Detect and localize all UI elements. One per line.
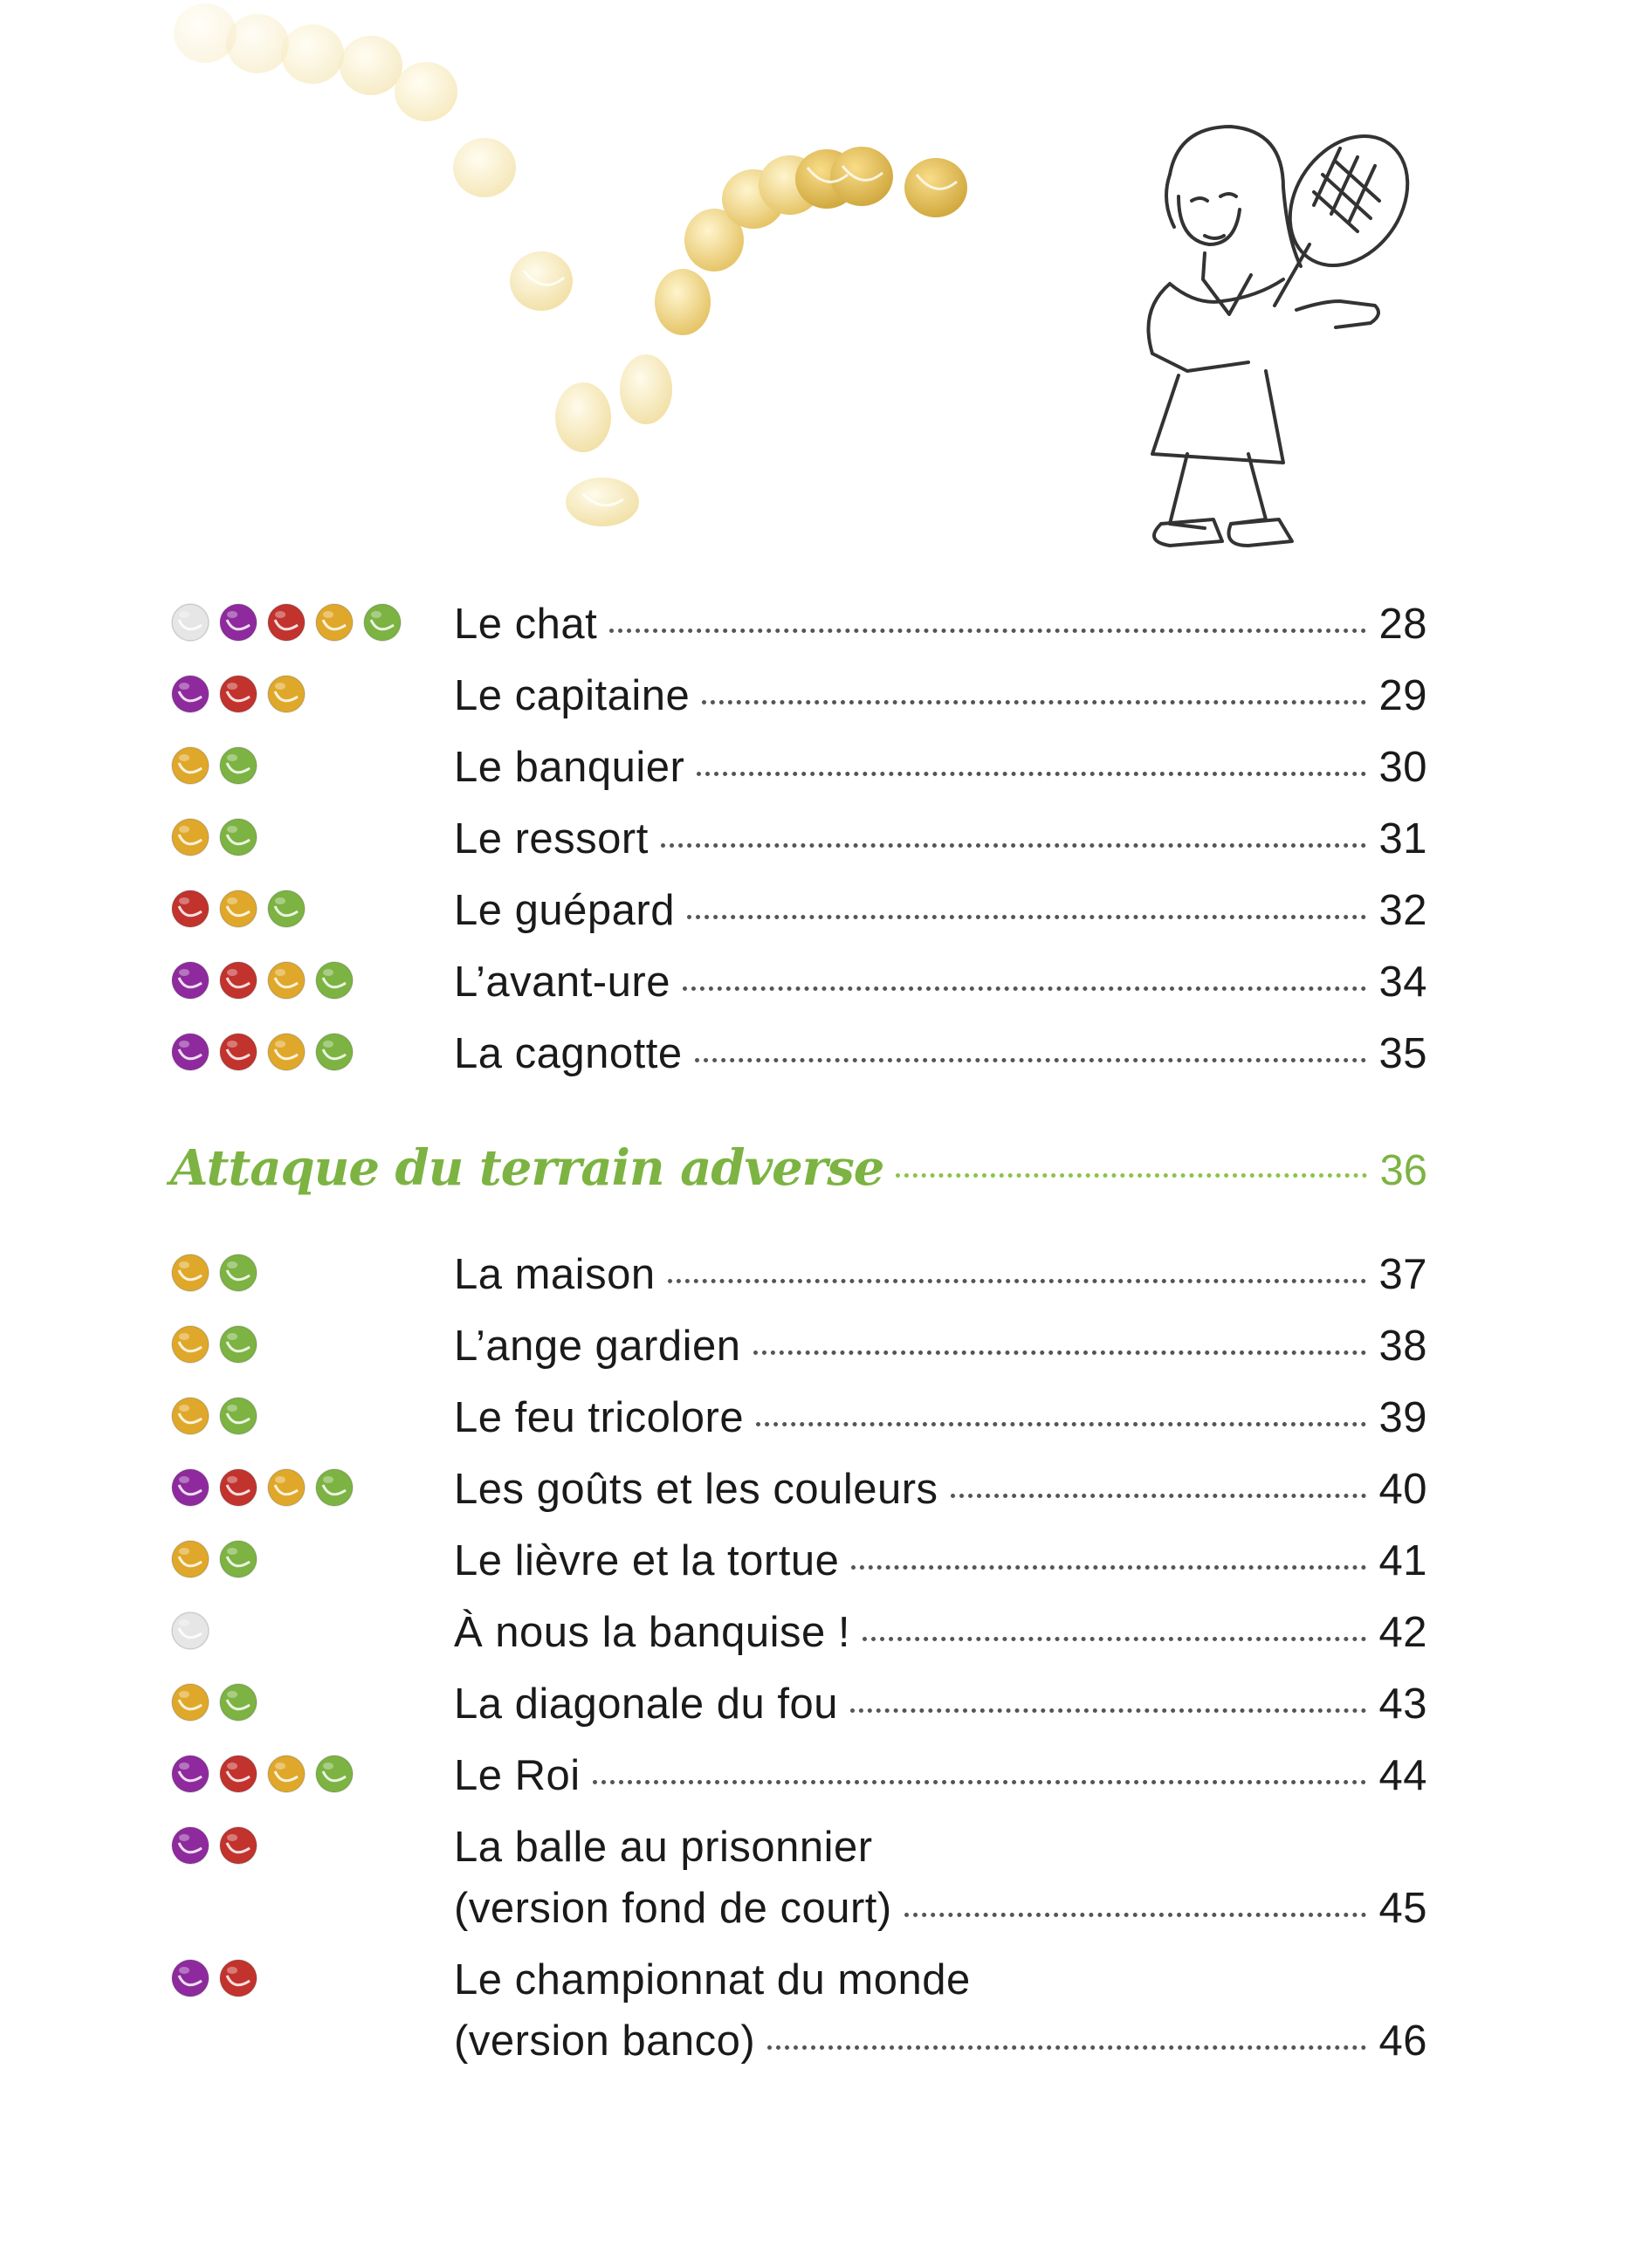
dot-leader (904, 1913, 1367, 1917)
toc-entry[interactable] (170, 1602, 1427, 1663)
entry-title: Le chat (454, 601, 598, 648)
difficulty-balls (170, 1958, 258, 1998)
entry-text (454, 1387, 1427, 1448)
purple-ball-icon (170, 1825, 210, 1866)
red-ball-icon (266, 602, 306, 643)
page-number: 35 (1378, 1030, 1427, 1077)
entry-title: Les goûts et les couleurs (454, 1466, 938, 1513)
dot-leader (851, 1565, 1366, 1570)
page-number: 42 (1378, 1609, 1427, 1656)
dot-leader (609, 629, 1366, 633)
purple-ball-icon (170, 1958, 210, 1998)
difficulty-balls (170, 1396, 258, 1436)
toc-entry[interactable] (170, 1459, 1427, 1520)
yellow-ball-icon (170, 1253, 210, 1293)
entry-title: Le championnat du monde (454, 1956, 971, 2003)
entry-title: La balle au prisonnier (454, 1824, 873, 1871)
toc-entry[interactable] (170, 1244, 1427, 1305)
entry-text (454, 1023, 1427, 1084)
difficulty-balls (170, 1825, 258, 1866)
toc-entry[interactable] (170, 1817, 1427, 1948)
green-ball-icon (218, 1324, 258, 1364)
white-ball-icon (170, 1611, 210, 1651)
page-number: 40 (1378, 1466, 1427, 1513)
dot-leader (863, 1637, 1366, 1641)
yellow-ball-icon (170, 746, 210, 786)
section-title: Attaque du terrain adverse (170, 1139, 884, 1197)
entry-text (454, 594, 1427, 655)
page-number: 31 (1378, 815, 1427, 863)
page-number: 46 (1378, 2017, 1427, 2065)
entry-title: L’ange gardien (454, 1323, 741, 1370)
dot-leader (697, 772, 1366, 776)
toc-entry[interactable] (170, 594, 1427, 655)
green-ball-icon (314, 1032, 354, 1072)
page-number: 39 (1378, 1394, 1427, 1441)
difficulty-balls (170, 1682, 258, 1722)
red-ball-icon (170, 889, 210, 929)
dot-leader (756, 1422, 1366, 1426)
entry-subtitle: (version banco) (454, 2017, 756, 2065)
entry-text (454, 1602, 1427, 1663)
page-number: 37 (1378, 1251, 1427, 1298)
entry-text (454, 1949, 1427, 2072)
entry-title: Le ressort (454, 815, 649, 863)
difficulty-balls (170, 1754, 354, 1794)
section-page-number: 36 (1379, 1147, 1427, 1194)
page-number: 44 (1378, 1752, 1427, 1799)
difficulty-balls (170, 1467, 354, 1508)
page-number: 29 (1378, 672, 1427, 719)
entry-text (454, 1244, 1427, 1305)
entry-title: Le capitaine (454, 672, 691, 719)
entry-title: Le banquier (454, 744, 685, 791)
dot-leader (951, 1494, 1367, 1498)
entry-text (454, 1817, 1427, 1939)
yellow-ball-icon (314, 602, 354, 643)
difficulty-balls (170, 674, 306, 714)
toc-entry[interactable] (170, 1674, 1427, 1735)
dot-leader (702, 700, 1366, 704)
entry-text (454, 1745, 1427, 1806)
difficulty-balls (170, 746, 258, 786)
green-ball-icon (314, 1467, 354, 1508)
dot-leader (661, 843, 1367, 848)
difficulty-balls (170, 960, 354, 1000)
green-ball-icon (218, 1253, 258, 1293)
toc-entry[interactable] (170, 1316, 1427, 1377)
entry-text (454, 1530, 1427, 1591)
green-ball-icon (362, 602, 402, 643)
difficulty-balls (170, 1032, 354, 1072)
yellow-ball-icon (170, 817, 210, 857)
entry-text (454, 952, 1427, 1013)
green-ball-icon (218, 1682, 258, 1722)
entry-text (454, 737, 1427, 798)
page-number: 38 (1378, 1323, 1427, 1370)
difficulty-balls (170, 602, 402, 643)
entry-title: Le feu tricolore (454, 1394, 745, 1441)
tennis-ball-trail (174, 3, 967, 526)
entry-text (454, 1459, 1427, 1520)
toc-entry[interactable] (170, 1530, 1427, 1591)
toc-entry[interactable] (170, 808, 1427, 869)
page-number: 43 (1378, 1680, 1427, 1728)
purple-ball-icon (170, 674, 210, 714)
page-number: 30 (1378, 744, 1427, 791)
entry-text (454, 808, 1427, 869)
page-number: 32 (1378, 887, 1427, 934)
dot-leader (896, 1173, 1367, 1178)
green-ball-icon (218, 746, 258, 786)
purple-ball-icon (170, 1754, 210, 1794)
toc-entry[interactable] (170, 880, 1427, 941)
difficulty-balls (170, 889, 306, 929)
yellow-ball-icon (170, 1396, 210, 1436)
red-ball-icon (218, 1958, 258, 1998)
purple-ball-icon (170, 1467, 210, 1508)
entry-title: Le guépard (454, 887, 675, 934)
dot-leader (850, 1708, 1366, 1713)
dot-leader (668, 1279, 1367, 1283)
yellow-ball-icon (266, 1467, 306, 1508)
section-heading[interactable] (170, 1139, 1427, 1197)
dot-leader (593, 1780, 1367, 1784)
red-ball-icon (218, 1754, 258, 1794)
dot-leader (753, 1350, 1367, 1355)
red-ball-icon (218, 1032, 258, 1072)
white-ball-icon (170, 602, 210, 643)
entry-title: La cagnotte (454, 1030, 683, 1077)
difficulty-balls (170, 817, 258, 857)
yellow-ball-icon (266, 960, 306, 1000)
page-number: 34 (1378, 959, 1427, 1006)
purple-ball-icon (170, 1032, 210, 1072)
entry-text (454, 880, 1427, 941)
red-ball-icon (218, 1825, 258, 1866)
page-number: 45 (1378, 1885, 1427, 1932)
entry-title: La maison (454, 1251, 656, 1298)
difficulty-balls (170, 1611, 210, 1651)
green-ball-icon (314, 960, 354, 1000)
dot-leader (695, 1058, 1367, 1062)
page-number: 28 (1378, 601, 1427, 648)
yellow-ball-icon (266, 674, 306, 714)
red-ball-icon (218, 960, 258, 1000)
green-ball-icon (266, 889, 306, 929)
tennis-player-drawing-icon (1117, 113, 1423, 550)
red-ball-icon (218, 1467, 258, 1508)
entry-title: Le lièvre et la tortue (454, 1537, 840, 1584)
page-number: 41 (1378, 1537, 1427, 1584)
green-ball-icon (314, 1754, 354, 1794)
purple-ball-icon (170, 960, 210, 1000)
difficulty-balls (170, 1324, 258, 1364)
green-ball-icon (218, 1539, 258, 1579)
yellow-ball-icon (266, 1032, 306, 1072)
green-ball-icon (218, 817, 258, 857)
entry-title: Le Roi (454, 1752, 581, 1799)
toc-entry[interactable] (170, 1745, 1427, 1806)
entry-text (454, 665, 1427, 726)
toc-entry[interactable] (170, 1023, 1427, 1084)
entry-title: La diagonale du fou (454, 1680, 838, 1728)
red-ball-icon (218, 674, 258, 714)
yellow-ball-icon (170, 1539, 210, 1579)
yellow-ball-icon (266, 1754, 306, 1794)
toc-entry[interactable] (170, 737, 1427, 798)
difficulty-balls (170, 1539, 258, 1579)
dot-leader (683, 986, 1367, 991)
purple-ball-icon (218, 602, 258, 643)
yellow-ball-icon (170, 1682, 210, 1722)
entry-text (454, 1674, 1427, 1735)
dot-leader (687, 915, 1367, 919)
toc-entry[interactable] (170, 1387, 1427, 1448)
yellow-ball-icon (218, 889, 258, 929)
entry-text (454, 1316, 1427, 1377)
toc-entry[interactable] (170, 1949, 1427, 2080)
entry-title: L’avant-ure (454, 959, 670, 1006)
green-ball-icon (218, 1396, 258, 1436)
dot-leader (767, 2045, 1366, 2050)
entry-subtitle: (version fond de court) (454, 1885, 892, 1932)
entry-title: À nous la banquise ! (454, 1609, 851, 1656)
yellow-ball-icon (170, 1324, 210, 1364)
toc-entry[interactable] (170, 665, 1427, 726)
difficulty-balls (170, 1253, 258, 1293)
toc-entry[interactable] (170, 952, 1427, 1013)
